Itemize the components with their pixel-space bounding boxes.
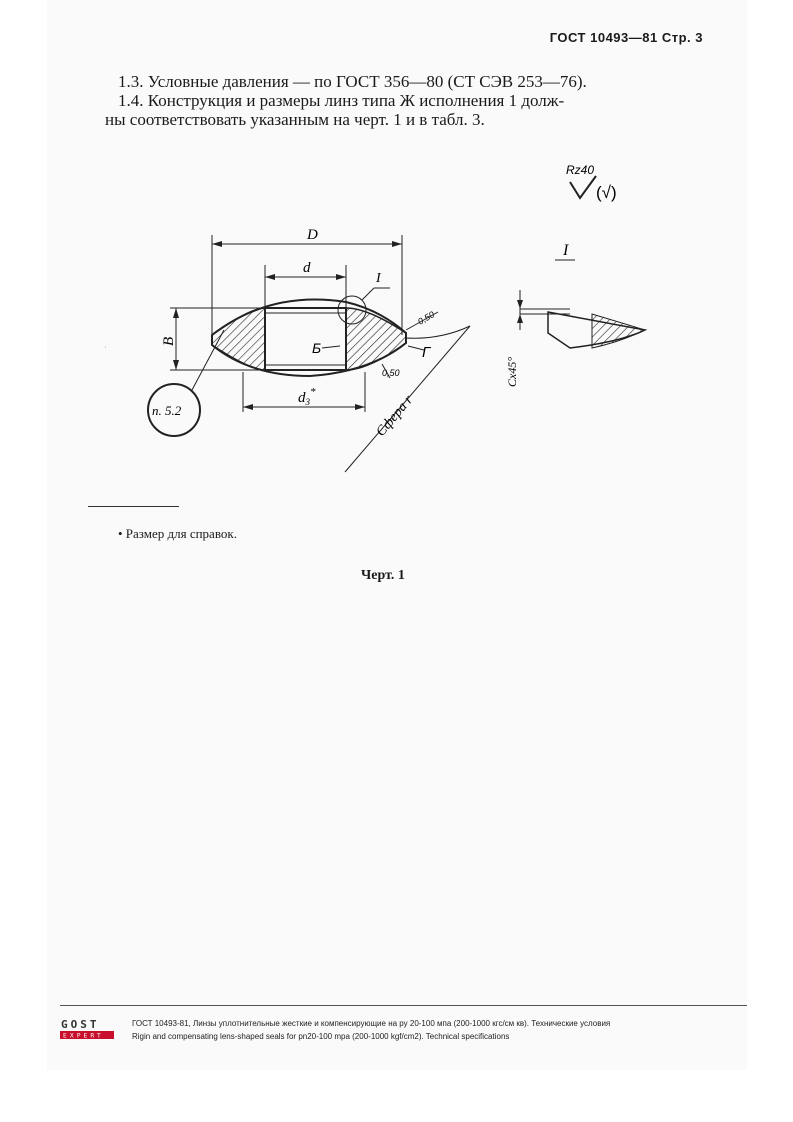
detail-view-label: I [376, 271, 381, 286]
roughness-parenthetical: (√) [596, 183, 617, 202]
sphere-radius-label: Сфера r [373, 392, 417, 440]
footer-divider [60, 1005, 747, 1006]
dim-d3-star: * [310, 386, 316, 398]
svg-text:d3* [298, 386, 316, 407]
chamfer-label-upper: 0,50 [416, 309, 437, 327]
dim-d3-subscript: 3 [305, 397, 310, 407]
svg-text:·: · [104, 343, 107, 352]
lens-section [212, 299, 406, 376]
gamma-label: Г [422, 344, 431, 361]
detail-view [505, 242, 645, 387]
paragraph-1-4: 1.4. Конструкция и размеры линз типа Ж исполнения 1 долж- [118, 91, 565, 110]
figure-caption: Черт. 1 [361, 568, 405, 583]
page-header: ГОСТ 10493—81 Стр. 3 [549, 30, 703, 45]
roughness-symbol [566, 163, 617, 202]
dim-d3-label: d [298, 390, 306, 406]
paragraph-1-3: 1.3. Условные давления — по ГОСТ 356—80 (СТ СЭВ 253—76). [118, 72, 587, 91]
footnote-divider [88, 506, 179, 507]
detail-chamfer-dim: Cx45° [505, 356, 519, 387]
footer-title-en: Rigin and compensating lens-shaped seals for pn20-100 mpa (200-1000 kgf/cm2). Technical specifications [132, 1032, 510, 1041]
dim-B-label: B [161, 336, 177, 346]
dim-D-label: D [307, 227, 318, 243]
svg-text:EXPERT: EXPERT [63, 1032, 104, 1040]
gost-expert-logo[interactable] [60, 1016, 114, 1040]
reference-label: п. 5.2 [152, 403, 182, 418]
technical-drawing [100, 150, 700, 480]
dim-d-label: d [303, 260, 311, 276]
dimension-d3 [243, 372, 365, 412]
paragraph-1-4-cont: ны соответствовать указанным на черт. 1 и в табл. 3. [105, 110, 485, 129]
detail-title: I [563, 242, 569, 259]
footnote: • Размер для справок. [118, 526, 237, 541]
section-label: Б [312, 340, 322, 356]
svg-text:GOST: GOST [61, 1018, 100, 1031]
chamfer-label-lower: 0,50 [382, 368, 400, 378]
roughness-value: Rz40 [566, 163, 595, 177]
footer-title-ru: ГОСТ 10493-81, Линзы уплотнительные жесткие и компенсирующие на ру 20-100 мпа (200-1000 кгс/см кв). Технические условия [132, 1019, 611, 1028]
